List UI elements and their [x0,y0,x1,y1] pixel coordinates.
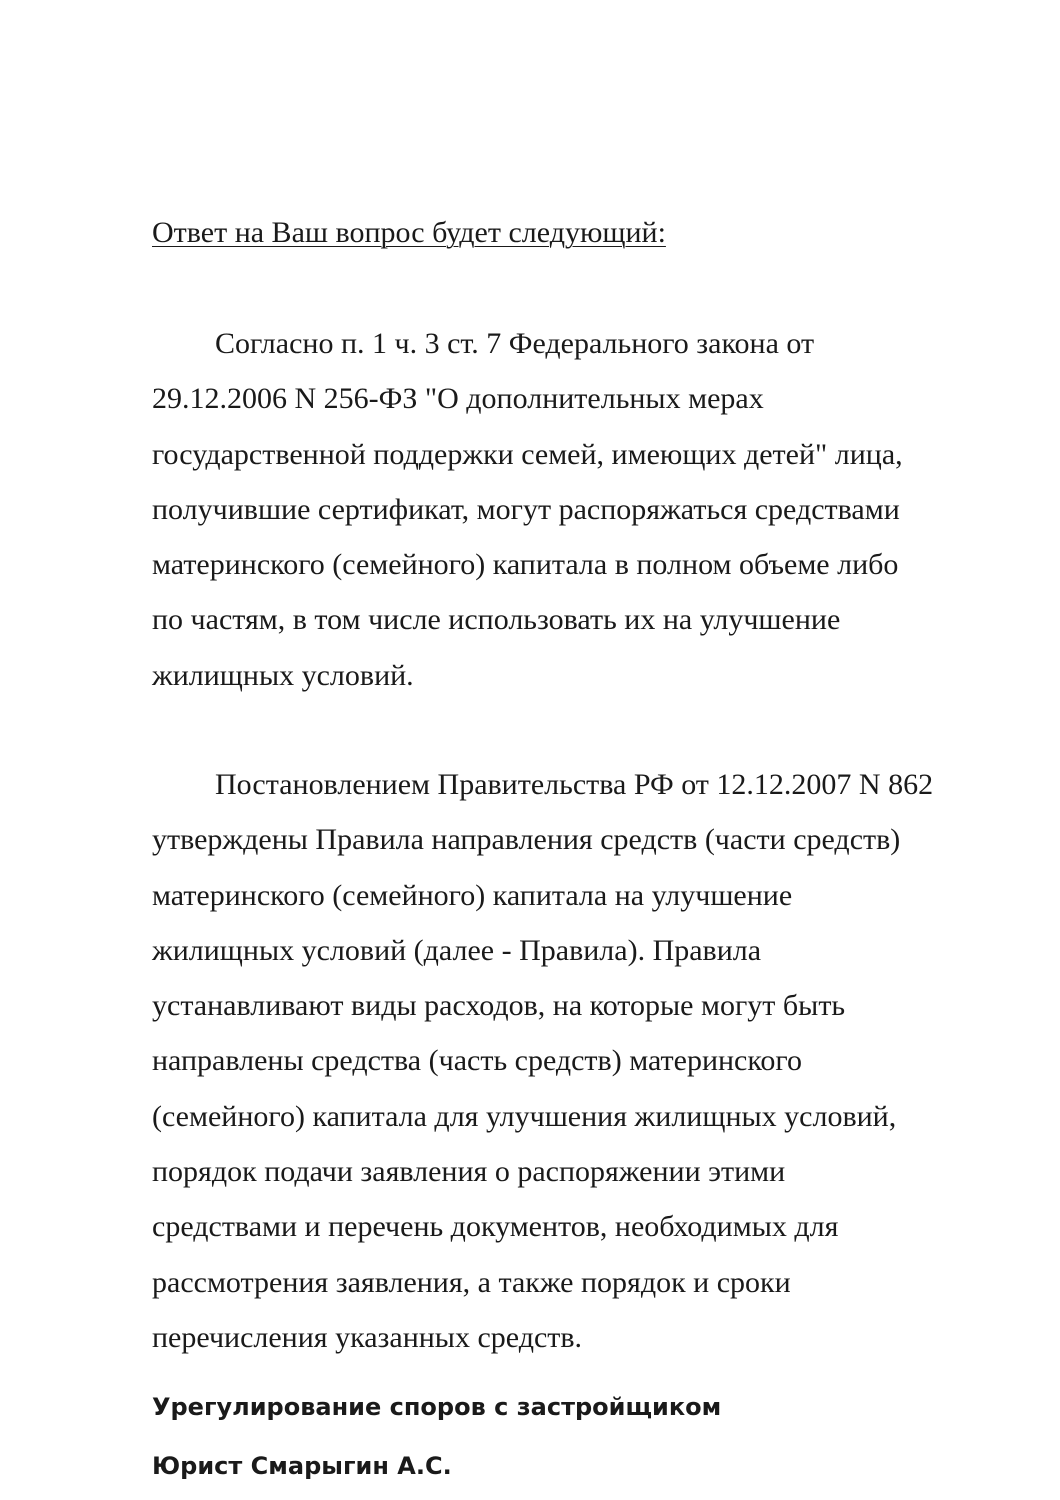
paragraph-line: жилищных условий. [152,658,414,692]
paragraph-line: государственной поддержки семей, имеющих детей" лица, [152,437,903,471]
paragraph-line: перечисления указанных средств. [152,1320,583,1354]
paragraph-line: утверждены Правила направления средств (части средств) [152,823,901,857]
regulation-paragraph [152,757,1002,1365]
paragraph-line: материнского (семейного) капитала в полном объеме либо [152,548,899,582]
paragraph-line: получившие сертификат, могут распоряжаться средствами [152,492,900,526]
paragraph-line: жилищных условий (далее - Правила). Правила [152,933,762,967]
paragraph-line: по частям, в том числе использовать их на улучшение [152,603,841,637]
law-paragraph [152,316,1002,703]
footer-service-title: Урегулирование споров с застройщиком [152,1393,722,1421]
paragraph-line: рассмотрения заявления, а также порядок и сроки [152,1265,791,1299]
paragraph-line: порядок подачи заявления о распоряжении этими [152,1155,786,1189]
answer-heading: Ответ на Ваш вопрос будет следующий: [152,216,666,249]
paragraph-line: (семейного) капитала для улучшения жилищных условий, [152,1099,897,1133]
paragraph-line: Согласно п. 1 ч. 3 ст. 7 Федерального закона от [215,327,815,360]
paragraph-line: 29.12.2006 N 256-ФЗ "О дополнительных мерах [152,382,764,416]
paragraph-line: средствами и перечень документов, необходимых для [152,1210,839,1244]
paragraph-line: Постановлением Правительства РФ от 12.12.2007 N 862 [215,768,934,801]
paragraph-line: направлены средства (часть средств) материнского [152,1044,802,1078]
paragraph-line: устанавливают виды расходов, на которые могут быть [152,989,846,1023]
paragraph-line: материнского (семейного) капитала на улучшение [152,878,793,912]
footer-author-signature: Юрист Смарыгин А.С. [152,1452,452,1480]
